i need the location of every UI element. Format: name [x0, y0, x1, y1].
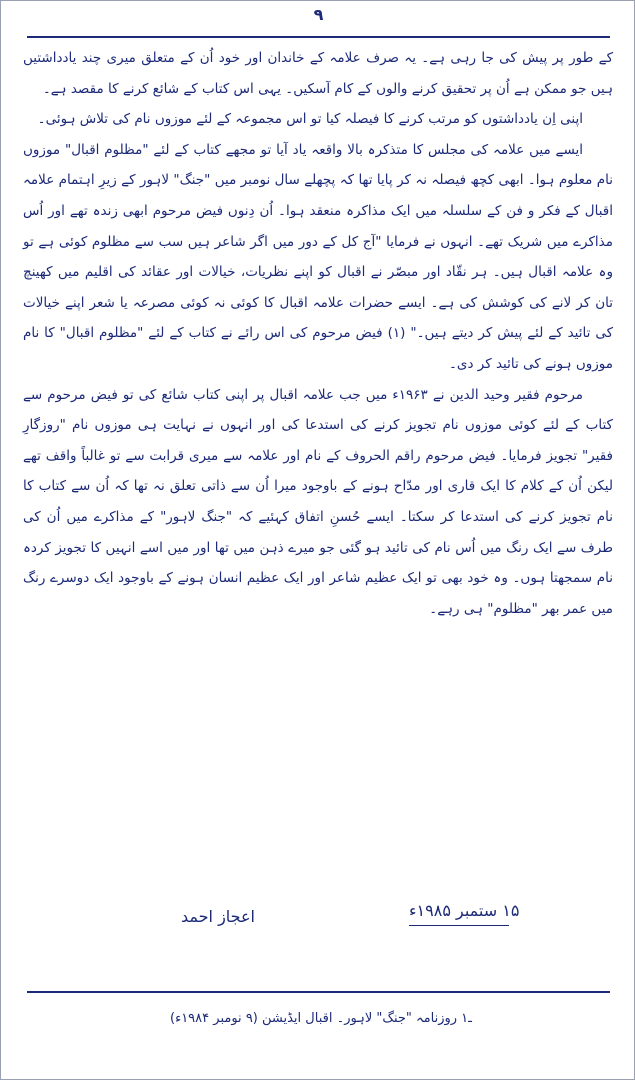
top-divider — [27, 36, 610, 38]
signature-block — [1, 901, 635, 935]
paragraph-4: مرحوم فقیر وحید الدین نے ۱۹۶۳ء میں جب علامہ اقبال پر اپنی کتاب شائع کی تو فیض مرحوم سے کتاب کے لئے کوئی موزوں نام تجویز کرنے کی استدعا کی اور انہوں نے نہایت ہی موزوں نام "روزگارِ فقیر" تجویز فرمایا۔ فیض مرحوم راقم الحروف کے نام اور علامہ سے میری قرابت سے تو غالباً واقف تھے لیکن اُن کے کلام کا ایک قاری اور مدّاح ہونے کے باوجود میرا اُن سے ذاتی تعلق نہ تھا کہ اُن سے کتاب کا نام تجویز کرنے کی استدعا کر سکتا۔ ایسے حُسنِ اتفاق کہئیے کہ "جنگ لاہور" کے مذاکرے میں اُن کی طرف سے ایک رنگ میں اُس نام کی تائید ہو گئی جو میرے ذہن میں تھا اور میں اسے انہیں کا تجویز کردہ نام سمجھتا ہوں۔ وہ خود بھی تو ایک عظیم شاعر اور ایک عظیم انسان ہونے کے باوجود ایک دوسرے رنگ میں عمر بھر "مظلوم" ہی رہے۔ — [23, 386, 613, 617]
body-text — [23, 43, 613, 624]
paragraph-3: ایسے میں علامہ کی مجلس کا متذکرہ بالا واقعہ یاد آیا تو مجھے کتاب کے لئے "مظلوم اقبال" موزوں نام معلوم ہوا۔ ابھی کچھ فیصلہ نہ کر پایا تھا کہ پچھلے سال نومبر میں "جنگ" لاہور کے زیرِ اہتمام علامہ اقبال کے فکر و فن کے سلسلہ میں ایک مذاکرہ منعقد ہوا۔ اُن دِنوں فیض مرحوم ابھی زندہ تھے اور اُس مذاکرے میں شریک تھے۔ انہوں نے فرمایا "آج کل کے دور میں اگر شاعر ہیں سب سے مظلوم کوئی ہے تو وہ علامہ اقبال ہیں۔ ہر نقّاد اور مبصّر نے اقبال کو اپنے نظریات، خیالات اور عقائد کی اقلیم میں کھینچ تان کر لانے کی کوشش کی ہے۔ ایسے حضرات علامہ اقبال کا کوئی نہ کوئی مصرعہ یا شعر اپنے خیالات کی تائید کے لئے پیش کر دیتے ہیں۔" (۱) فیض مرحوم کی اس رائے نے کتاب کے لئے "مظلوم اقبال" کا نام موزوں ہونے کی تائید کر دی۔ — [23, 141, 613, 372]
paragraph-2: اپنی اِن یادداشتوں کو مرتب کرنے کا فیصلہ کیا تو اس مجموعہ کے لئے موزوں نام کی تلاش ہوئی۔ — [37, 111, 583, 128]
page-number: ۹ — [313, 5, 324, 24]
signature-name: اعجاز احمد — [181, 907, 255, 926]
signature-date: ۱۵ ستمبر ۱۹۸۵ء — [409, 901, 520, 920]
paragraph-1: کے طور پر پیش کی جا رہی ہے۔ یہ صرف علامہ کے خاندان اور خود اُن کے متعلق میری چند یادداشتیں ہیں جو ممکن ہے اُن پر تحقیق کرنے والوں کے کام آسکیں۔ یہی اس کتاب کے شائع کرنے کا مقصد ہے۔ — [23, 50, 613, 97]
footnote-divider — [27, 991, 610, 993]
footnote: ـ۱ روزنامہ "جنگ" لاہور۔ اقبال ایڈیشن (۹ نومبر ۱۹۸۴ء) — [170, 1011, 472, 1026]
date-underline — [409, 925, 509, 926]
